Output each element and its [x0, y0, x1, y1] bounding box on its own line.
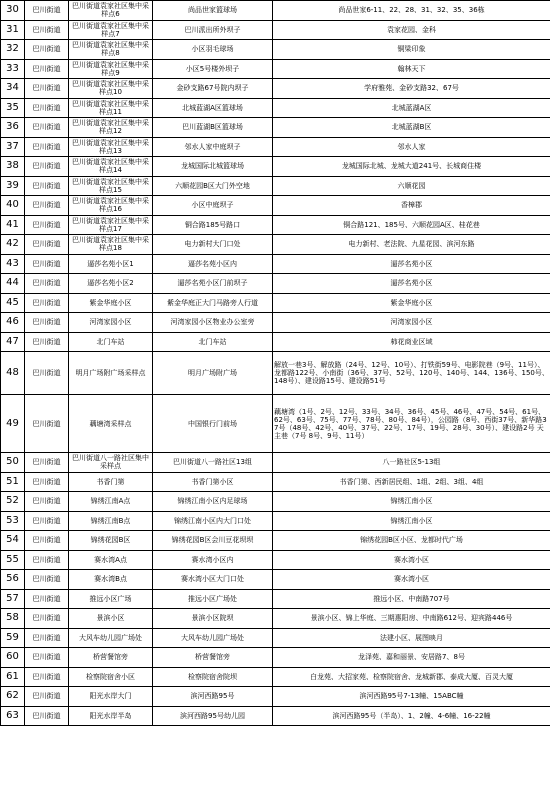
location-cell: 巴川蓝湖B区篮球场: [153, 118, 273, 138]
street-cell: 巴川街道: [25, 332, 69, 352]
table-row: [1, 157, 550, 177]
scope-cell: 逼莎名苑小区: [273, 274, 550, 294]
site-name-cell: 巴川街道袁家社区集中采样点11: [69, 98, 153, 118]
location-cell: 滨河西路95号: [153, 687, 273, 707]
site-name-cell: 巴川街道袁家社区集中采样点9: [69, 59, 153, 79]
table-row: [1, 196, 550, 216]
row-number: 53: [1, 511, 25, 531]
scope-cell: 学府雅苑、金砂支路32、67号: [273, 79, 550, 99]
table-row: [1, 98, 550, 118]
row-number: 57: [1, 589, 25, 609]
location-cell: 电力新村大门口处: [153, 235, 273, 255]
site-name-cell: 锦绣花园B区: [69, 531, 153, 551]
location-cell: 推远小区广场处: [153, 589, 273, 609]
street-cell: 巴川街道: [25, 628, 69, 648]
site-name-cell: 巴川街道袁家社区集中采样点15: [69, 176, 153, 196]
site-name-cell: 书香门第: [69, 472, 153, 492]
location-cell: 尚品世家篮球场: [153, 1, 273, 21]
table-row: [1, 40, 550, 60]
table-row: [1, 254, 550, 274]
site-name-cell: 锦绣江南B点: [69, 511, 153, 531]
row-number: 42: [1, 235, 25, 255]
site-name-cell: 河湾家园小区: [69, 313, 153, 333]
table-row: [1, 589, 550, 609]
row-number: 54: [1, 531, 25, 551]
table-row: [1, 395, 550, 453]
table-row: [1, 492, 550, 512]
site-name-cell: 桥营餐馆旁: [69, 648, 153, 668]
street-cell: 巴川街道: [25, 98, 69, 118]
location-cell: 大风车幼儿园广场处: [153, 628, 273, 648]
street-cell: 巴川街道: [25, 293, 69, 313]
row-number: 33: [1, 59, 25, 79]
location-cell: 赛水湾小区内: [153, 550, 273, 570]
row-number: 51: [1, 472, 25, 492]
table-row: [1, 609, 550, 629]
table-row: [1, 118, 550, 138]
location-cell: 景滨小区院坝: [153, 609, 273, 629]
table-row: [1, 453, 550, 473]
street-cell: 巴川街道: [25, 511, 69, 531]
row-number: 39: [1, 176, 25, 196]
site-name-cell: 巴川街道袁家社区集中采样点13: [69, 137, 153, 157]
location-cell: 桥营餐馆旁: [153, 648, 273, 668]
scope-cell: 铜梁印象: [273, 40, 550, 60]
table-body: [1, 1, 550, 726]
site-name-cell: 景滨小区: [69, 609, 153, 629]
location-cell: 小区5号楼外坝子: [153, 59, 273, 79]
row-number: 35: [1, 98, 25, 118]
table-row: [1, 628, 550, 648]
table-row: [1, 313, 550, 333]
row-number: 45: [1, 293, 25, 313]
row-number: 31: [1, 20, 25, 40]
street-cell: 巴川街道: [25, 706, 69, 726]
street-cell: 巴川街道: [25, 472, 69, 492]
street-cell: 巴川街道: [25, 79, 69, 99]
street-cell: 巴川街道: [25, 235, 69, 255]
scope-cell: 推远小区、中南路707号: [273, 589, 550, 609]
row-number: 41: [1, 215, 25, 235]
row-number: 34: [1, 79, 25, 99]
row-number: 59: [1, 628, 25, 648]
street-cell: 巴川街道: [25, 215, 69, 235]
table-row: [1, 137, 550, 157]
street-cell: 巴川街道: [25, 1, 69, 21]
site-name-cell: 巴川街道八一路社区集中采样点: [69, 453, 153, 473]
street-cell: 巴川街道: [25, 176, 69, 196]
table-row: [1, 215, 550, 235]
table-row: [1, 20, 550, 40]
location-cell: 赛水湾小区大门口处: [153, 570, 273, 590]
site-name-cell: 巴川街道袁家社区集中采样点7: [69, 20, 153, 40]
scope-cell: 袁家花园、金科: [273, 20, 550, 40]
row-number: 38: [1, 157, 25, 177]
scope-cell: 北城蓝湖B区: [273, 118, 550, 138]
scope-cell: 藕塘湾（1号、2号、12号、33号、34号、36号、45号、46号、47号、54号、61号、62号、63号、75号、77号、78号、80号、84号），公园路（8号、西街37号、新华路37号（48号、42号、40号、37号、22号、17号、19号、28号、30号）、建设路2号 天主巷（7号 8号、9号、11号）: [273, 395, 550, 453]
street-cell: 巴川街道: [25, 313, 69, 333]
scope-cell: 香樟郡: [273, 196, 550, 216]
location-cell: 检察院宿舍院坝: [153, 667, 273, 687]
site-name-cell: 阳光水岸大门: [69, 687, 153, 707]
location-cell: 巴川派出所外坝子: [153, 20, 273, 40]
table-row: [1, 352, 550, 395]
site-name-cell: 紫金华庭小区: [69, 293, 153, 313]
scope-cell: 六顺花园: [273, 176, 550, 196]
location-cell: 滨河西路95号幼儿园: [153, 706, 273, 726]
site-name-cell: 巴川街道袁家社区集中采样点8: [69, 40, 153, 60]
scope-cell: 尚品世家6-11、22、28、31、32、35、36栋: [273, 1, 550, 21]
scope-cell: 紫金华庭小区: [273, 293, 550, 313]
scope-cell: 逼莎名苑小区: [273, 254, 550, 274]
location-cell: 龙城国际北城篮球场: [153, 157, 273, 177]
scope-cell: 电力新村、老法院、九星花园、滨河东路: [273, 235, 550, 255]
location-cell: 小区中庭坝子: [153, 196, 273, 216]
scope-cell: 法建小区、展图映月: [273, 628, 550, 648]
location-cell: 六顺花园B区大门外空地: [153, 176, 273, 196]
table-row: [1, 79, 550, 99]
table-row: [1, 1, 550, 21]
site-name-cell: 逼莎名苑小区1: [69, 254, 153, 274]
scope-cell: 锦绣花园B区小区、龙都时代广场: [273, 531, 550, 551]
row-number: 37: [1, 137, 25, 157]
scope-cell: 柿花商业区域: [273, 332, 550, 352]
location-cell: 逼莎名苑小区内: [153, 254, 273, 274]
row-number: 58: [1, 609, 25, 629]
row-number: 32: [1, 40, 25, 60]
scope-cell: 龙泽苑、嘉和丽景、安居路7、8号: [273, 648, 550, 668]
street-cell: 巴川街道: [25, 274, 69, 294]
street-cell: 巴川街道: [25, 118, 69, 138]
location-cell: 紫金华庭正大门马路旁人行道: [153, 293, 273, 313]
site-name-cell: 巴川街道袁家社区集中采样点10: [69, 79, 153, 99]
scope-cell: 翰林天下: [273, 59, 550, 79]
scope-cell: 赛水湾小区: [273, 570, 550, 590]
scope-cell: 锦绣江南小区: [273, 492, 550, 512]
scope-cell: 北城蓝湖A区: [273, 98, 550, 118]
table-row: [1, 59, 550, 79]
street-cell: 巴川街道: [25, 453, 69, 473]
location-cell: 锦绣江南小区内足球场: [153, 492, 273, 512]
street-cell: 巴川街道: [25, 648, 69, 668]
table-row: [1, 293, 550, 313]
street-cell: 巴川街道: [25, 137, 69, 157]
row-number: 56: [1, 570, 25, 590]
scope-cell: 铜合路121、185号、六顺花园A区、桂花巷: [273, 215, 550, 235]
site-name-cell: 明月广场附广场采样点: [69, 352, 153, 395]
row-number: 52: [1, 492, 25, 512]
site-name-cell: 赛水湾A点: [69, 550, 153, 570]
scope-cell: 滨河西路95号7-13幢、15ABC幢: [273, 687, 550, 707]
site-name-cell: 巴川街道袁家社区集中采样点6: [69, 1, 153, 21]
location-cell: 邻水人家中庭坝子: [153, 137, 273, 157]
row-number: 43: [1, 254, 25, 274]
street-cell: 巴川街道: [25, 20, 69, 40]
location-cell: 锦绣花园B区会川豆花坝坝: [153, 531, 273, 551]
table-row: [1, 176, 550, 196]
row-number: 61: [1, 667, 25, 687]
scope-cell: 景滨小区、锦上华庭、三期惠阳房、中南路612号、迎宾路446号: [273, 609, 550, 629]
street-cell: 巴川街道: [25, 40, 69, 60]
table-row: [1, 274, 550, 294]
street-cell: 巴川街道: [25, 531, 69, 551]
location-cell: 明月广场附广场: [153, 352, 273, 395]
scope-cell: 书香门第、西新居民组、1组、2组、3组、4组: [273, 472, 550, 492]
location-cell: 北门车站: [153, 332, 273, 352]
street-cell: 巴川街道: [25, 550, 69, 570]
table-row: [1, 648, 550, 668]
street-cell: 巴川街道: [25, 157, 69, 177]
street-cell: 巴川街道: [25, 609, 69, 629]
street-cell: 巴川街道: [25, 196, 69, 216]
row-number: 40: [1, 196, 25, 216]
table-row: [1, 706, 550, 726]
row-number: 46: [1, 313, 25, 333]
scope-cell: 龙城国际北城、龙城大道241号、长城商住楼: [273, 157, 550, 177]
row-number: 55: [1, 550, 25, 570]
table-row: [1, 687, 550, 707]
table-row: [1, 235, 550, 255]
site-name-cell: 赛水湾B点: [69, 570, 153, 590]
street-cell: 巴川街道: [25, 687, 69, 707]
location-cell: 金砂支路67号院内坝子: [153, 79, 273, 99]
table-row: [1, 472, 550, 492]
scope-cell: 八一路社区5-13组: [273, 453, 550, 473]
street-cell: 巴川街道: [25, 352, 69, 395]
scope-cell: 滨河西路95号（半岛）、1、2幢、4-6幢、16-22幢: [273, 706, 550, 726]
street-cell: 巴川街道: [25, 589, 69, 609]
table-row: [1, 531, 550, 551]
site-name-cell: 藕塘湾采样点: [69, 395, 153, 453]
street-cell: 巴川街道: [25, 59, 69, 79]
street-cell: 巴川街道: [25, 395, 69, 453]
table-row: [1, 667, 550, 687]
site-name-cell: 检察院宿舍小区: [69, 667, 153, 687]
location-cell: 书香门第小区: [153, 472, 273, 492]
location-cell: 河湾家园小区物业办公室旁: [153, 313, 273, 333]
location-cell: 中国银行门前场: [153, 395, 273, 453]
table-row: [1, 570, 550, 590]
table-row: [1, 332, 550, 352]
site-name-cell: 推远小区广场: [69, 589, 153, 609]
location-cell: 铜合路185号路口: [153, 215, 273, 235]
street-cell: 巴川街道: [25, 254, 69, 274]
scope-cell: 解放一巷3号、解放路（24号、12号、10号）、打铁街59号、电影院巷（9号、11号）、龙都路122号、小南街（36号、37号、52号、120号、140号、144、136号、150号、148号）、建设路15号、建设路51号: [273, 352, 550, 395]
location-cell: 小区羽毛球场: [153, 40, 273, 60]
site-name-cell: 巴川街道袁家社区集中采样点18: [69, 235, 153, 255]
location-cell: 锦绣江南小区内大门口处: [153, 511, 273, 531]
row-number: 36: [1, 118, 25, 138]
scope-cell: 赛水湾小区: [273, 550, 550, 570]
site-name-cell: 巴川街道袁家社区集中采样点12: [69, 118, 153, 138]
row-number: 48: [1, 352, 25, 395]
location-cell: 北城蓝湖A区篮球场: [153, 98, 273, 118]
scope-cell: 邻水人家: [273, 137, 550, 157]
table-row: [1, 550, 550, 570]
table-row: [1, 511, 550, 531]
site-name-cell: 巴川街道袁家社区集中采样点14: [69, 157, 153, 177]
site-name-cell: 巴川街道袁家社区集中采样点16: [69, 196, 153, 216]
row-number: 49: [1, 395, 25, 453]
row-number: 44: [1, 274, 25, 294]
row-number: 50: [1, 453, 25, 473]
scope-cell: 白龙苑、大招家苑、检察院宿舍、龙城新郡、泰成大厦、百灵大厦: [273, 667, 550, 687]
site-name-cell: 阳光水岸半岛: [69, 706, 153, 726]
scope-cell: 锦绣江南小区: [273, 511, 550, 531]
site-name-cell: 大风车幼儿园广场处: [69, 628, 153, 648]
street-cell: 巴川街道: [25, 667, 69, 687]
street-cell: 巴川街道: [25, 570, 69, 590]
site-name-cell: 巴川街道袁家社区集中采样点17: [69, 215, 153, 235]
row-number: 63: [1, 706, 25, 726]
row-number: 62: [1, 687, 25, 707]
street-cell: 巴川街道: [25, 492, 69, 512]
scope-cell: 河湾家园小区: [273, 313, 550, 333]
site-name-cell: 锦绣江南A点: [69, 492, 153, 512]
location-cell: 巴川街道八一路社区13组: [153, 453, 273, 473]
site-name-cell: 逼莎名苑小区2: [69, 274, 153, 294]
row-number: 60: [1, 648, 25, 668]
row-number: 30: [1, 1, 25, 21]
site-name-cell: 北门车站: [69, 332, 153, 352]
row-number: 47: [1, 332, 25, 352]
location-cell: 逼莎名苑小区门前坝子: [153, 274, 273, 294]
